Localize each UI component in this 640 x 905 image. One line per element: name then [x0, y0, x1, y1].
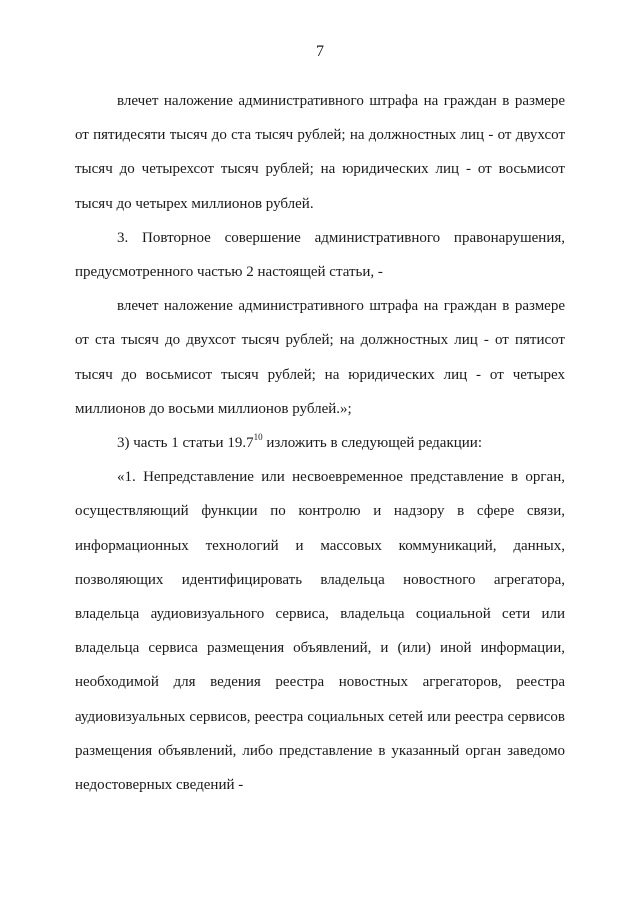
amendment-text-before: 3) часть 1 статьи 19.7 [117, 435, 254, 452]
article-superscript: 10 [253, 432, 263, 443]
document-body [75, 84, 565, 802]
paragraph-penalty-2: влечет наложение административного штрафа на граждан в размере от ста тысяч до двухсот тысяч рублей; на должностных лиц - от пятисот тысяч до восьмисот тысяч рублей; на юридических лиц - от четырех миллионов до восьми миллионов рублей.»; [75, 298, 565, 417]
paragraph-penalty-1: влечет наложение административного штрафа на граждан в размере от пятидесяти тысяч до ста тысяч рублей; на должностных лиц - от двухсот тысяч до четырехсот тысяч рублей; на юридических лиц - от восьмисот тысяч до четырех миллионов рублей. [75, 93, 565, 212]
paragraph-new-wording: «1. Непредставление или несвоевременное представление в орган, осуществляющий функции по контролю и надзору в сфере связи, информационных технологий и массовых коммуникаций, данных, позволяющих идентифицировать владельца новостного агрегатора, владельца аудиовизуального сервиса, владельца социальной сети или владельца сервиса размещения объявлений, и (или) иной информации, необходимой для ведения реестра новостных агрегаторов, реестра аудиовизуальных сервисов, реестра социальных сетей или реестра сервисов размещения объявлений, либо представление в указанный орган заведомо недостоверных сведений - [75, 469, 565, 794]
paragraph-repeat-offense: 3. Повторное совершение административного правонарушения, предусмотренного частью 2 настоящей статьи, - [75, 229, 565, 281]
paragraph-amendment [75, 426, 565, 460]
amendment-text-after: изложить в следующей редакции: [262, 435, 482, 452]
page-number: 7 [316, 43, 324, 60]
